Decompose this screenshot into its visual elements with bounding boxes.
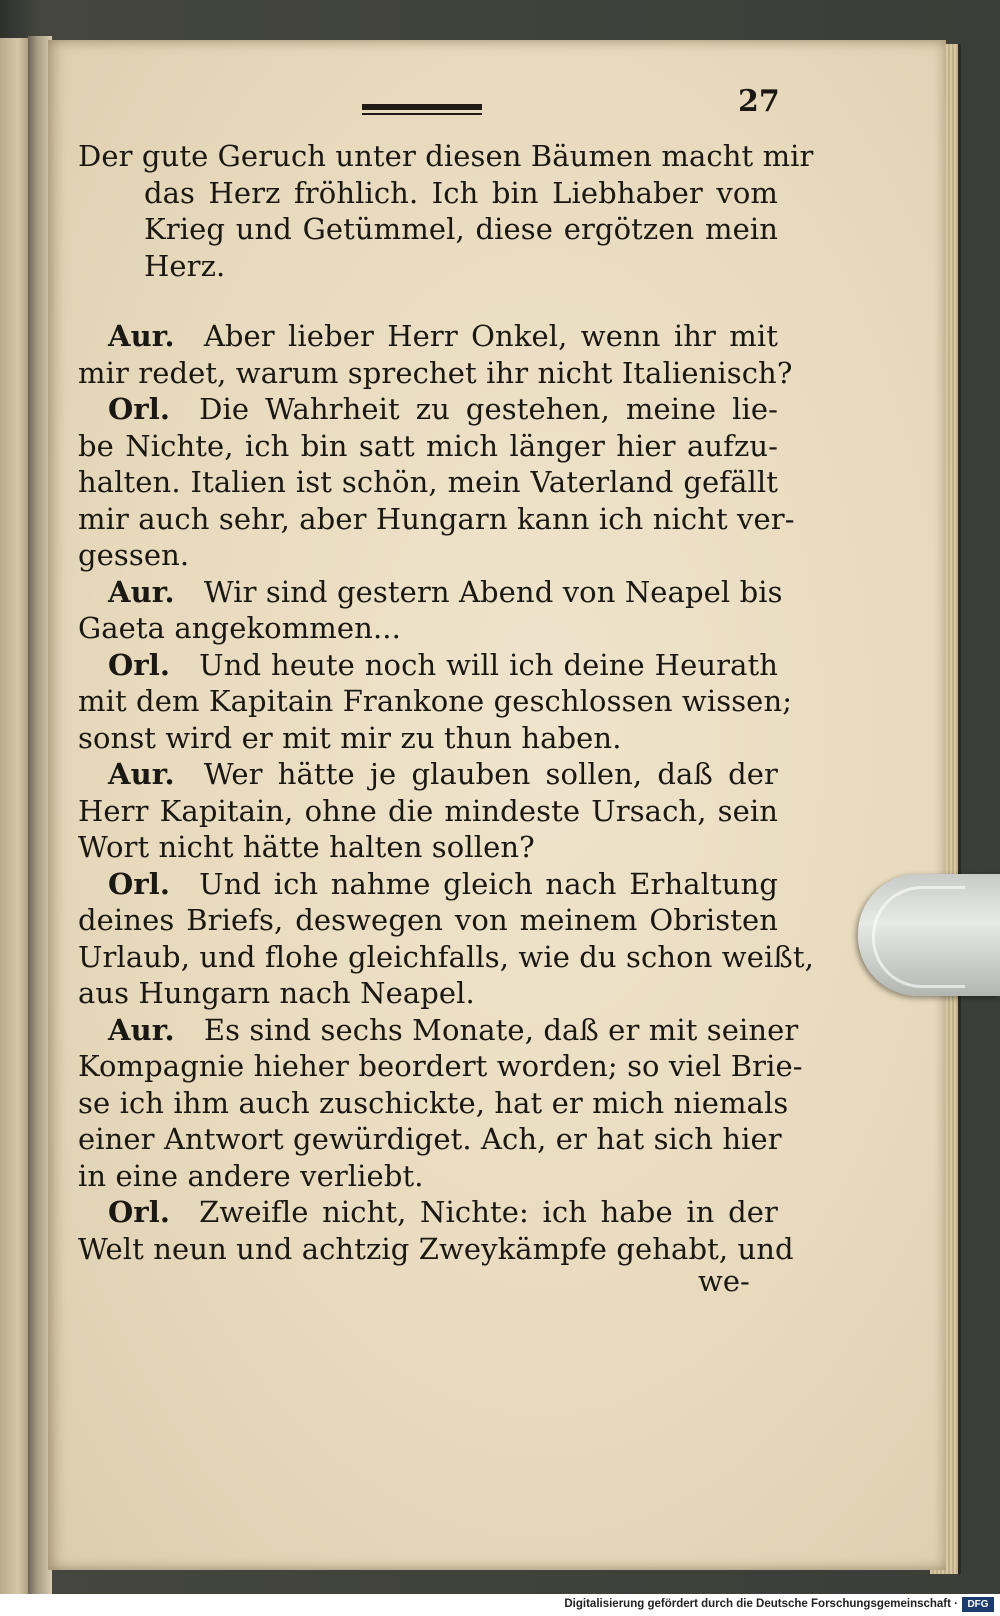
text-line <box>78 1231 794 1268</box>
catchword: we- <box>698 1264 750 1298</box>
line-text: mir auch sehr, aber Hungarn kann ich nicht ver- <box>78 501 795 536</box>
line-text: be Nichte, ich bin satt mich länger hier aufzu- <box>78 428 778 463</box>
page-clip-highlight <box>872 886 965 988</box>
paragraph-gap <box>78 284 778 318</box>
header-rule <box>362 104 482 116</box>
text-line <box>78 1085 789 1122</box>
text-line <box>78 138 814 175</box>
page-clip <box>858 874 1000 996</box>
line-text: Welt neun und achtzig Zweykämpfe gehabt, und <box>78 1231 794 1266</box>
text-line <box>78 355 793 392</box>
speaker-label: Orl. <box>108 392 171 426</box>
text-line <box>78 1194 778 1231</box>
footer-credit: Digitalisierung gefördert durch die Deutsche Forschungsgemeinschaft · <box>564 1598 958 1610</box>
line-text: Herr Kapitain, ohne die mindeste Ursach, sein <box>78 793 778 828</box>
text-line <box>78 720 778 757</box>
text-line <box>78 318 778 355</box>
line-text: sonst wird er mit mir zu thun haben. <box>78 720 622 755</box>
text-line <box>78 464 778 501</box>
text-line <box>78 248 778 285</box>
text-line <box>78 756 778 793</box>
text-line <box>78 1121 782 1158</box>
speaker-label: Aur. <box>108 1012 175 1047</box>
speaker-label: Orl. <box>108 1195 171 1229</box>
page-text <box>78 138 814 1267</box>
text-line <box>78 939 814 976</box>
speaker-label: Orl. <box>108 647 171 682</box>
line-text: Krieg und Getümmel, diese ergötzen mein <box>144 212 778 246</box>
text-line <box>78 683 793 720</box>
text-line <box>78 610 778 647</box>
line-text: Und ich nahme gleich nach Erhaltung <box>199 866 778 901</box>
line-text: gessen. <box>78 538 190 572</box>
line-text: einer Antwort gewürdiget. Ach, er hat sich hier <box>78 1122 782 1156</box>
line-text: Es sind sechs Monate, daß er mit seiner <box>203 1012 799 1047</box>
text-line <box>78 1012 799 1049</box>
text-line <box>78 501 795 538</box>
text-line <box>78 902 778 939</box>
text-line <box>78 391 778 428</box>
text-line <box>78 428 778 465</box>
line-text: Gaeta angekommen... <box>78 611 401 645</box>
text-line <box>78 574 783 611</box>
text-line <box>78 793 778 830</box>
line-text: Herz. <box>144 248 226 283</box>
line-text: Die Wahrheit zu gestehen, meine lie- <box>199 392 778 426</box>
previous-page-edge <box>0 38 30 1606</box>
line-text: mit dem Kapitain Frankone geschlossen wissen; <box>78 684 793 718</box>
line-text: aus Hungarn nach Neapel. <box>78 976 475 1010</box>
text-line <box>78 975 778 1012</box>
line-text: mir redet, warum sprechet ihr nicht Italienisch? <box>78 355 793 390</box>
line-text: Und heute noch will ich deine Heurath <box>199 647 778 682</box>
speaker-label: Aur. <box>108 757 175 791</box>
speaker-label: Aur. <box>108 319 175 353</box>
dfg-logo: DFG <box>962 1597 994 1612</box>
text-line <box>78 211 778 248</box>
text-line <box>78 537 778 574</box>
line-text: halten. Italien ist schön, mein Vaterland gefällt <box>78 465 778 499</box>
text-line <box>78 1158 778 1195</box>
line-text: Wir sind gestern Abend von Neapel bis <box>203 574 783 609</box>
header-rule-thick <box>362 104 482 110</box>
line-text: Der gute Geruch unter diesen Bäumen macht mir <box>78 139 814 173</box>
line-text: Zweifle nicht, Nichte: ich habe in der <box>199 1195 778 1229</box>
line-text: Wer hätte je glauben sollen, daß der <box>203 757 778 791</box>
text-line <box>78 829 778 866</box>
line-text: deines Briefs, deswegen von meinem Obristen <box>78 903 778 937</box>
text-line <box>78 866 778 903</box>
text-line <box>78 175 778 212</box>
text-line <box>78 1048 803 1085</box>
line-text: Urlaub, und flohe gleichfalls, wie du schon weißt, <box>78 939 814 974</box>
line-text: Kompagnie hieher beordert worden; so viel Brie- <box>78 1049 803 1083</box>
speaker-label: Aur. <box>108 574 175 609</box>
header-rule-thin <box>362 113 482 115</box>
line-text: se ich ihm auch zuschickte, hat er mich niemals <box>78 1085 789 1120</box>
line-text: in eine andere verliebt. <box>78 1158 424 1193</box>
line-text: Wort nicht hätte halten sollen? <box>78 830 535 864</box>
speaker-label: Orl. <box>108 866 171 901</box>
text-line <box>78 647 778 684</box>
line-text: das Herz fröhlich. Ich bin Liebhaber vom <box>144 175 778 210</box>
page-number: 27 <box>738 84 780 119</box>
line-text: Aber lieber Herr Onkel, wenn ihr mit <box>203 319 778 353</box>
